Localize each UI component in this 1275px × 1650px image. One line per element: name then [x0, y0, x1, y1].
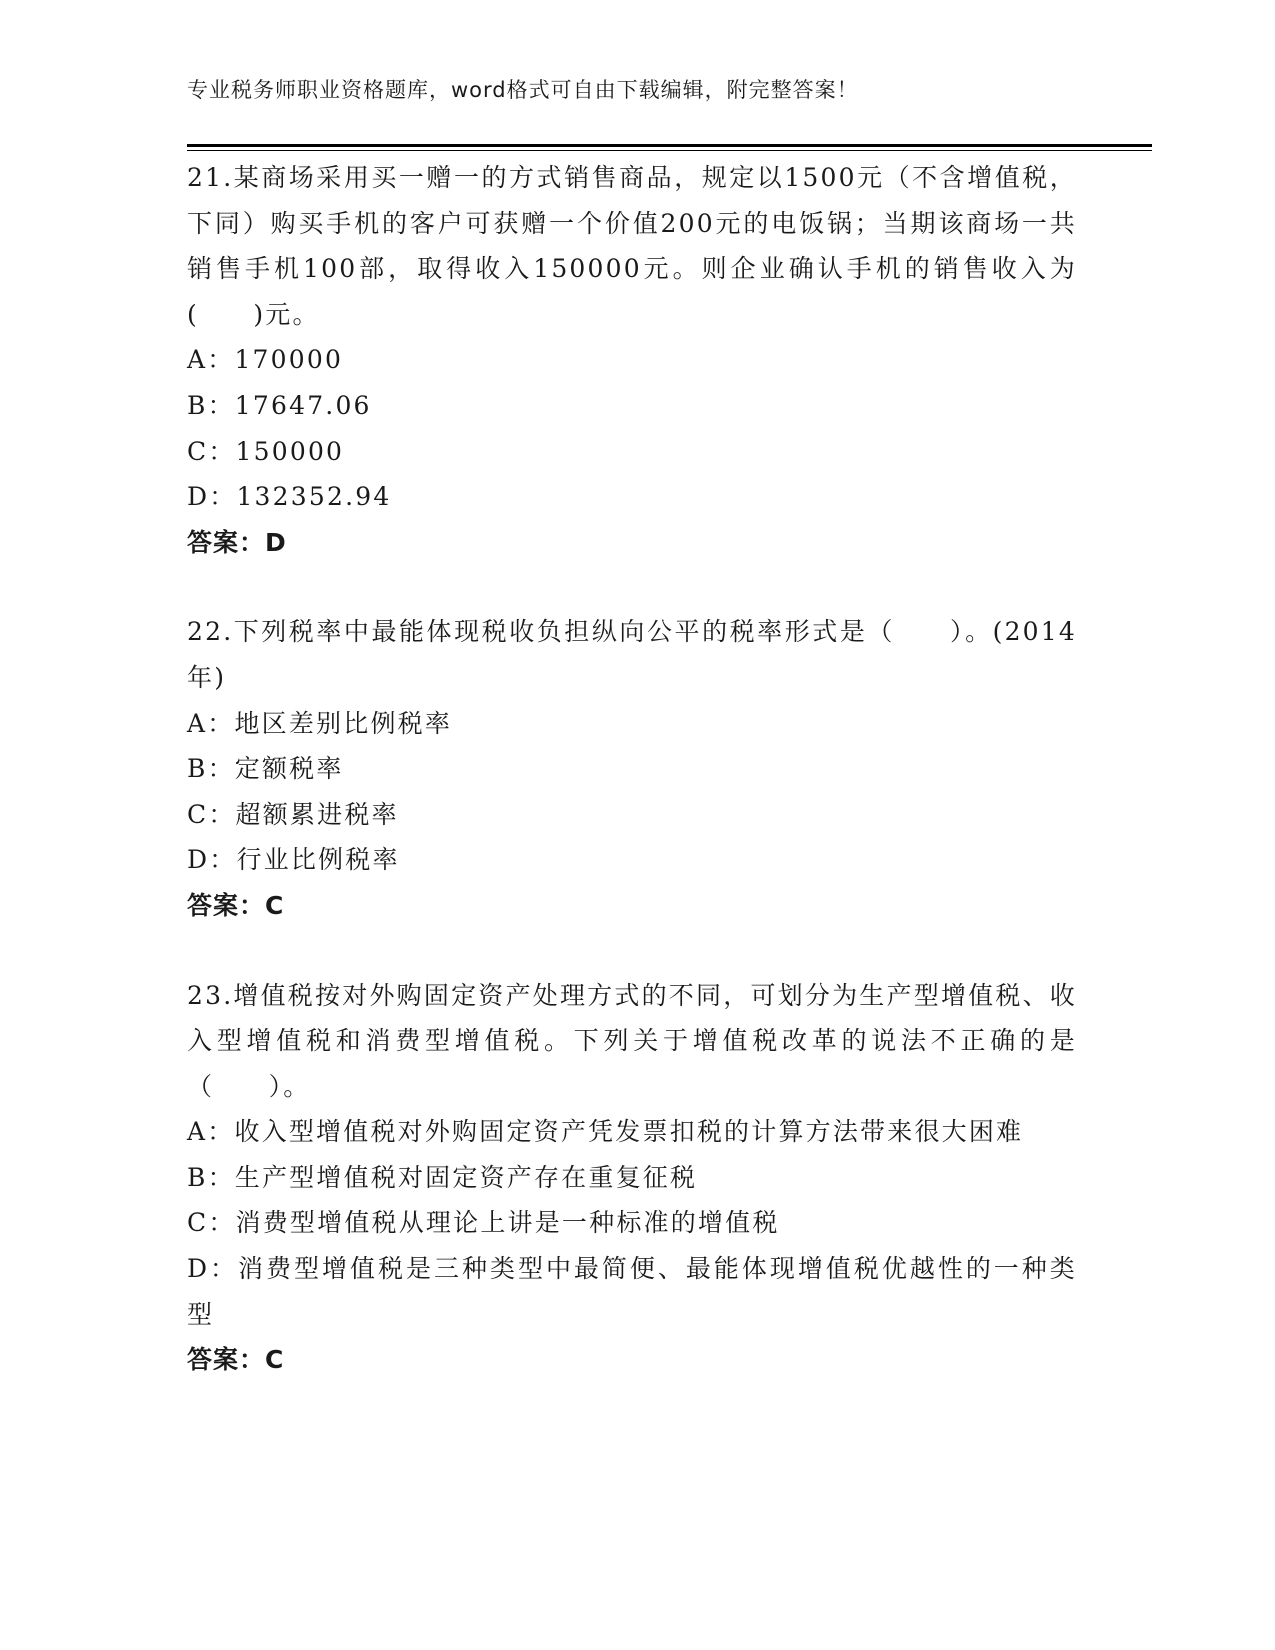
option-b: B：定额税率	[187, 754, 344, 784]
option-c: C：超额累进税率	[187, 799, 399, 829]
question-21	[187, 155, 1077, 565]
option-a: A：170000	[187, 345, 344, 375]
answer: 答案：C	[187, 1345, 285, 1375]
option-a: A：收入型增值税对外购固定资产凭发票扣税的计算方法带来很大困难	[187, 1117, 1024, 1147]
page-header: 专业税务师职业资格题库，word格式可自由下载编辑，附完整答案！	[187, 78, 859, 102]
question-list	[187, 155, 1077, 1383]
option-c: C：150000	[187, 436, 345, 466]
option-c: C：消费型增值税从理论上讲是一种标准的增值税	[187, 1208, 780, 1238]
option-d: D：132352.94	[187, 482, 392, 512]
question-stem: 21.某商场采用买一赠一的方式销售商品，规定以1500元（不含增值税，下同）购买手机的客户可获赠一个价值200元的电饭锅；当期该商场一共销售手机100部，取得收入150000元。则企业确认手机的销售收入为( )元。	[187, 163, 1077, 329]
question-22	[187, 609, 1077, 928]
header-rule-thin	[187, 150, 1152, 151]
question-stem: 23.增值税按对外购固定资产处理方式的不同，可划分为生产型增值税、收入型增值税和消费型增值税。下列关于增值税改革的说法不正确的是（ ）。	[187, 980, 1077, 1101]
option-d: D：消费型增值税是三种类型中最简便、最能体现增值税优越性的一种类型	[187, 1254, 1077, 1329]
option-a: A：地区差别比例税率	[187, 708, 453, 738]
option-b: B：生产型增值税对固定资产存在重复征税	[187, 1162, 698, 1192]
answer: 答案：D	[187, 527, 287, 557]
question-23	[187, 973, 1077, 1383]
option-d: D：行业比例税率	[187, 845, 400, 875]
header-rule-thick	[187, 144, 1152, 147]
option-b: B：17647.06	[187, 390, 372, 420]
question-stem: 22.下列税率中最能体现税收负担纵向公平的税率形式是（ ）。(2014年)	[187, 617, 1077, 692]
answer: 答案：C	[187, 890, 285, 920]
